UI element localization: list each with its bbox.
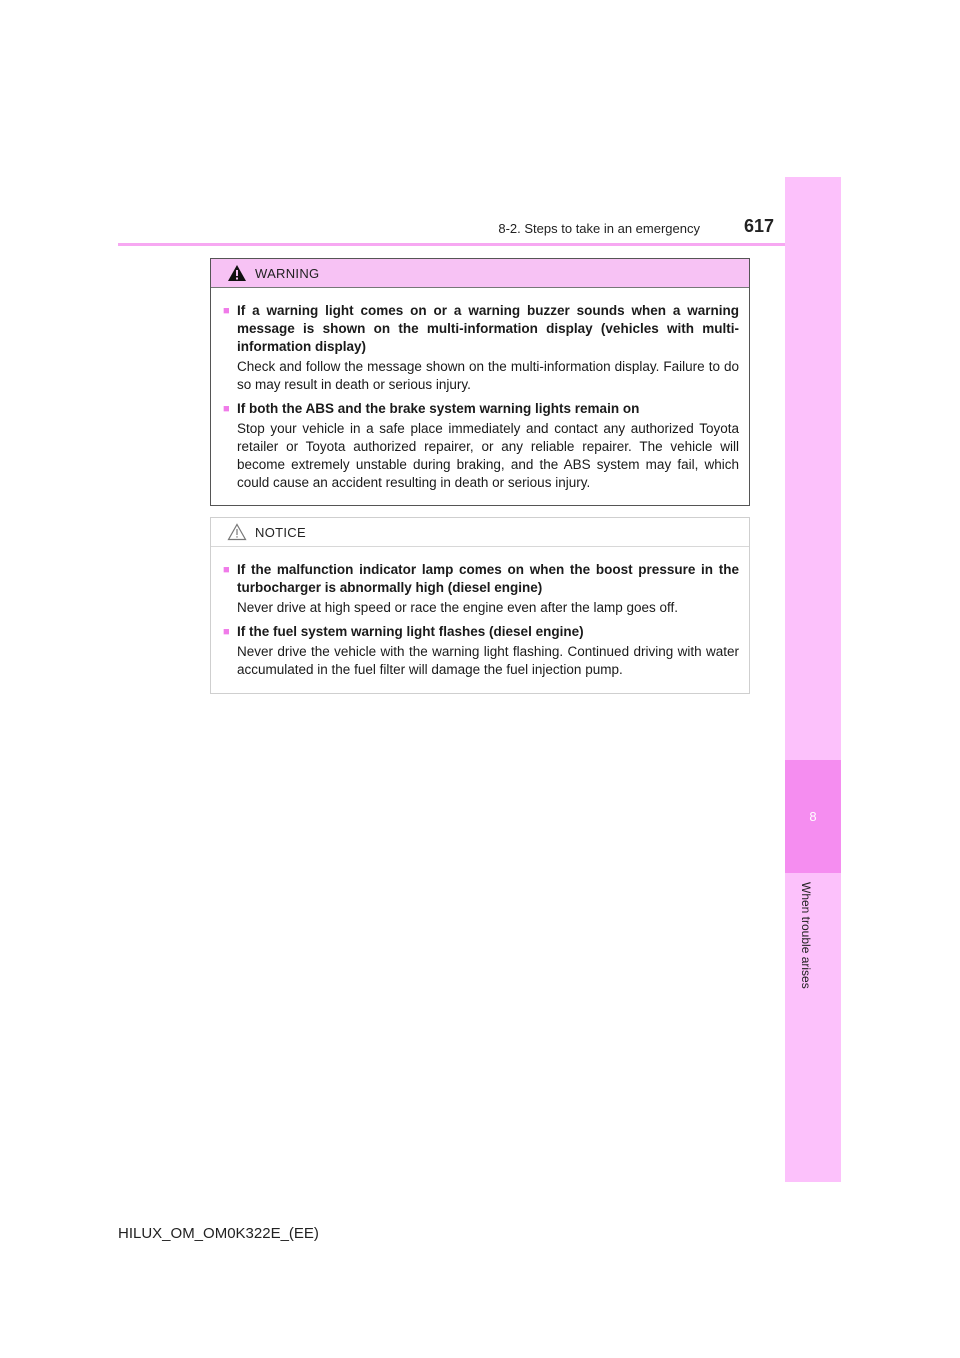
warning-item-title: ■ If both the ABS and the brake system warning lights remain on (223, 401, 640, 416)
square-bullet-icon: ■ (223, 626, 230, 638)
notice-item-text: Never drive the vehicle with the warning light flashing. Continued driving with water accumulated in the fuel filter will damage the fuel injection pump. (237, 644, 739, 677)
side-tab (785, 177, 841, 1182)
notice-item-title: ■ If the malfunction indicator lamp comes on when the boost pressure in the turbocharger is abnormally high (diesel engine) (223, 562, 739, 595)
warning-box (210, 258, 750, 506)
notice-heading: NOTICE (255, 524, 306, 540)
caution-triangle-icon (227, 523, 247, 541)
notice-body (211, 547, 749, 679)
section-title: 8-2. Steps to take in an emergency (498, 221, 700, 236)
notice-item-text: Never drive at high speed or race the engine even after the lamp goes off. (237, 600, 679, 615)
square-bullet-icon: ■ (223, 564, 230, 576)
document-code: HILUX_OM_OM0K322E_(EE) (118, 1225, 319, 1242)
notice-item-title: ■ If the fuel system warning light flashes (diesel engine) (223, 624, 584, 639)
square-bullet-icon: ■ (223, 403, 230, 415)
notice-header (211, 518, 749, 547)
square-bullet-icon: ■ (223, 305, 230, 317)
warning-body (211, 288, 749, 492)
warning-item-text: Check and follow the message shown on the multi-information display. Failure to do so may result in death or serious injury. (237, 359, 739, 392)
header-divider (118, 243, 840, 246)
warning-header (211, 259, 749, 288)
notice-box (210, 517, 750, 694)
warning-item-text: Stop your vehicle in a safe place immediately and contact any authorized Toyota retailer or Toyota authorized repairer, or any reliable repairer. The vehicle will become extremely unstable during braking, and the ABS system may fail, which could cause an accident resulting in death or serious injury. (237, 421, 739, 490)
side-tab-chapter-label: When trouble arises (799, 882, 813, 989)
warning-triangle-icon (227, 264, 247, 282)
side-tab-chapter-number: 8 (785, 760, 841, 873)
warning-item-title: ■ If a warning light comes on or a warning buzzer sounds when a warning message is shown on the multi-information display (vehicles with multi-information display) (223, 303, 739, 354)
warning-heading: WARNING (255, 265, 320, 281)
page-number: 617 (743, 216, 774, 236)
